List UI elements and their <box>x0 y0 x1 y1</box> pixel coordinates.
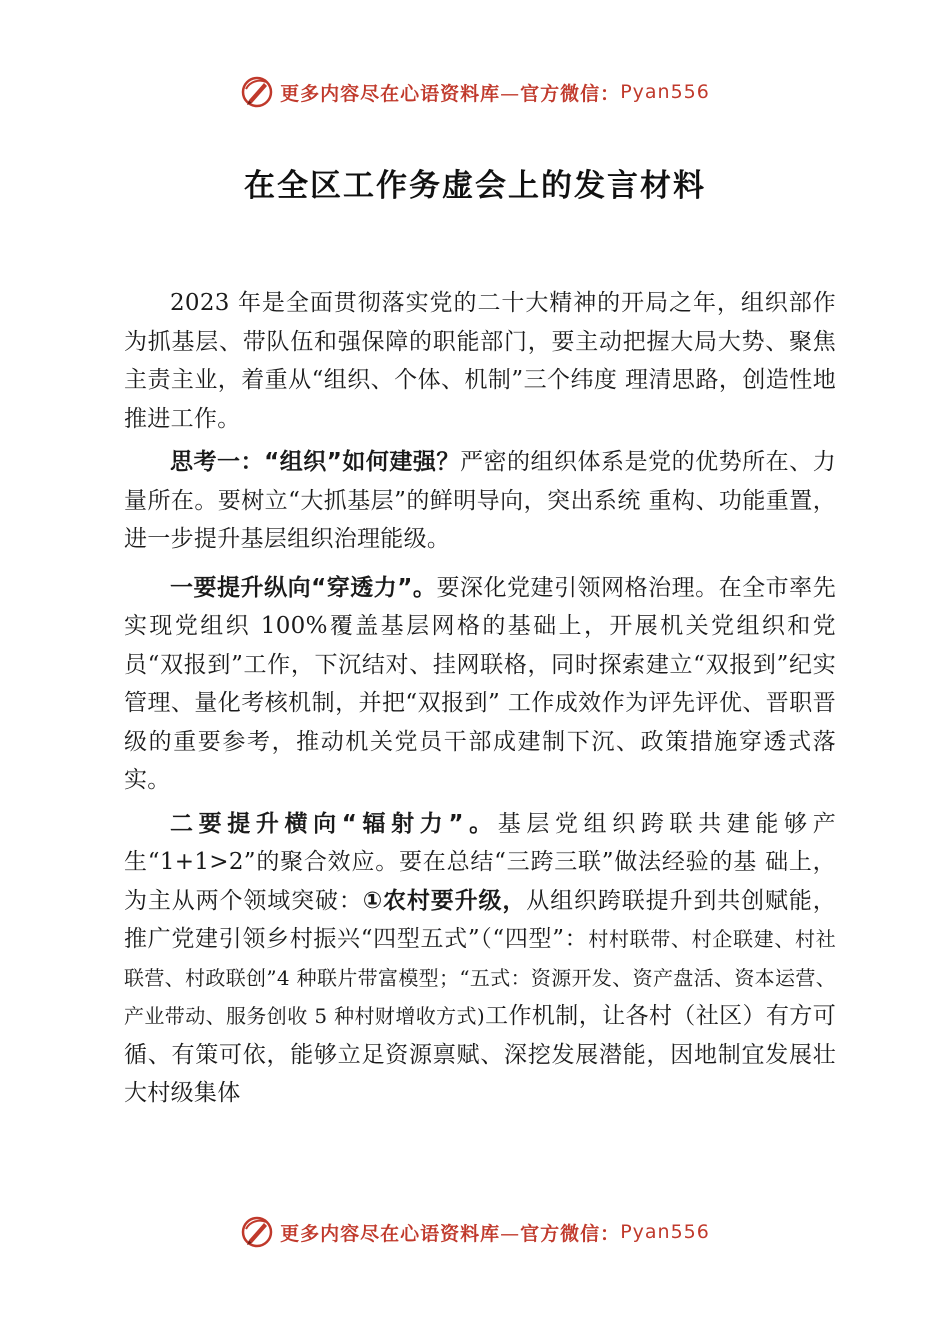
watermark-text <box>280 79 620 106</box>
watermark-text <box>280 1219 620 1246</box>
watermark-suffix: 官方微信： <box>520 1222 621 1245</box>
section-one-text: 严密的组织体系是党的优势所在、力量所在。要树立“大抓基层”的鲜明导向，突出系统 重构、功能重置，进一步提升基层组织治理能级。 <box>124 449 836 552</box>
document-title: 在全区工作务虚会上的发言材料 <box>244 168 706 204</box>
watermark-suffix: 官方微信： <box>520 82 621 105</box>
item-two-paragraph <box>124 805 836 1113</box>
item-one-heading: 一要提升纵向“穿透力”。 <box>170 574 437 601</box>
section-one-paragraph <box>124 443 836 559</box>
footer-watermark <box>0 1212 950 1252</box>
document-body <box>124 284 836 1113</box>
item-two-text-c: 村村联带、村企联建、村社联营、村政联创”4 种联片带富模型；“五式：资源开发、资产盘活、资本运营、产业带动、服务创收 5 种村财增收方式) <box>124 927 836 1028</box>
item-two-text-b: 从组织跨联提升到共创赋能，推广党建引领乡村振兴“四型五式”（“四型”： <box>124 887 836 952</box>
pen-logo-icon <box>240 1215 274 1249</box>
item-two-text-d: 工作机制，让各村（社区）有方可循、有策可依，能够立足资源禀赋、深挖发展潜能，因地制宜发展壮大村级集体 <box>124 1003 836 1106</box>
section-one-heading: 思考一：“组织”如何建强？ <box>170 449 460 475</box>
item-one-text: 要深化党建引领网格治理。在全市率先实现党组织 100%覆盖基层网格的基础上，开展机关党组织和党员“双报到”工作，下沉结对、挂网联格，同时探索建立“双报到”纪实管理、量化考核机制，并把“双报到” 工作成效作为评先评优、晋职晋级的重要参考，推动机关党员干部成建制下沉、政策措施穿透式落实。 <box>124 574 836 793</box>
item-two-heading: 二要提升横向“辐射力”。 <box>170 810 498 837</box>
watermark-site: 更多内容尽在心语资料库 <box>280 1222 501 1245</box>
intro-paragraph: 2023 年是全面贯彻落实党的二十大精神的开局之年，组织部作为抓基层、带队伍和强保障的职能部门，要主动把握大局大势、聚焦主责主业，着重从“组织、个体、机制”三个纬度 理清思路，创造性地推进工作。 <box>124 290 836 432</box>
pen-logo-icon <box>240 75 274 109</box>
item-two-text-a: 基层党组织跨联共建能够产生“1+1>2”的聚合效应。要在总结“三跨三联”做法经验的基 础上，为主从两个领域突破： <box>124 810 836 914</box>
watermark-site: 更多内容尽在心语资料库 <box>280 82 501 105</box>
watermark-account: Pyan556 <box>620 81 710 103</box>
watermark-dash: — <box>500 82 521 105</box>
watermark-dash: — <box>500 1222 521 1245</box>
item-one-paragraph <box>124 569 836 800</box>
watermark-account: Pyan556 <box>620 1221 710 1243</box>
item-two-subheading: ①农村要升级， <box>362 887 527 914</box>
header-watermark <box>0 72 950 112</box>
